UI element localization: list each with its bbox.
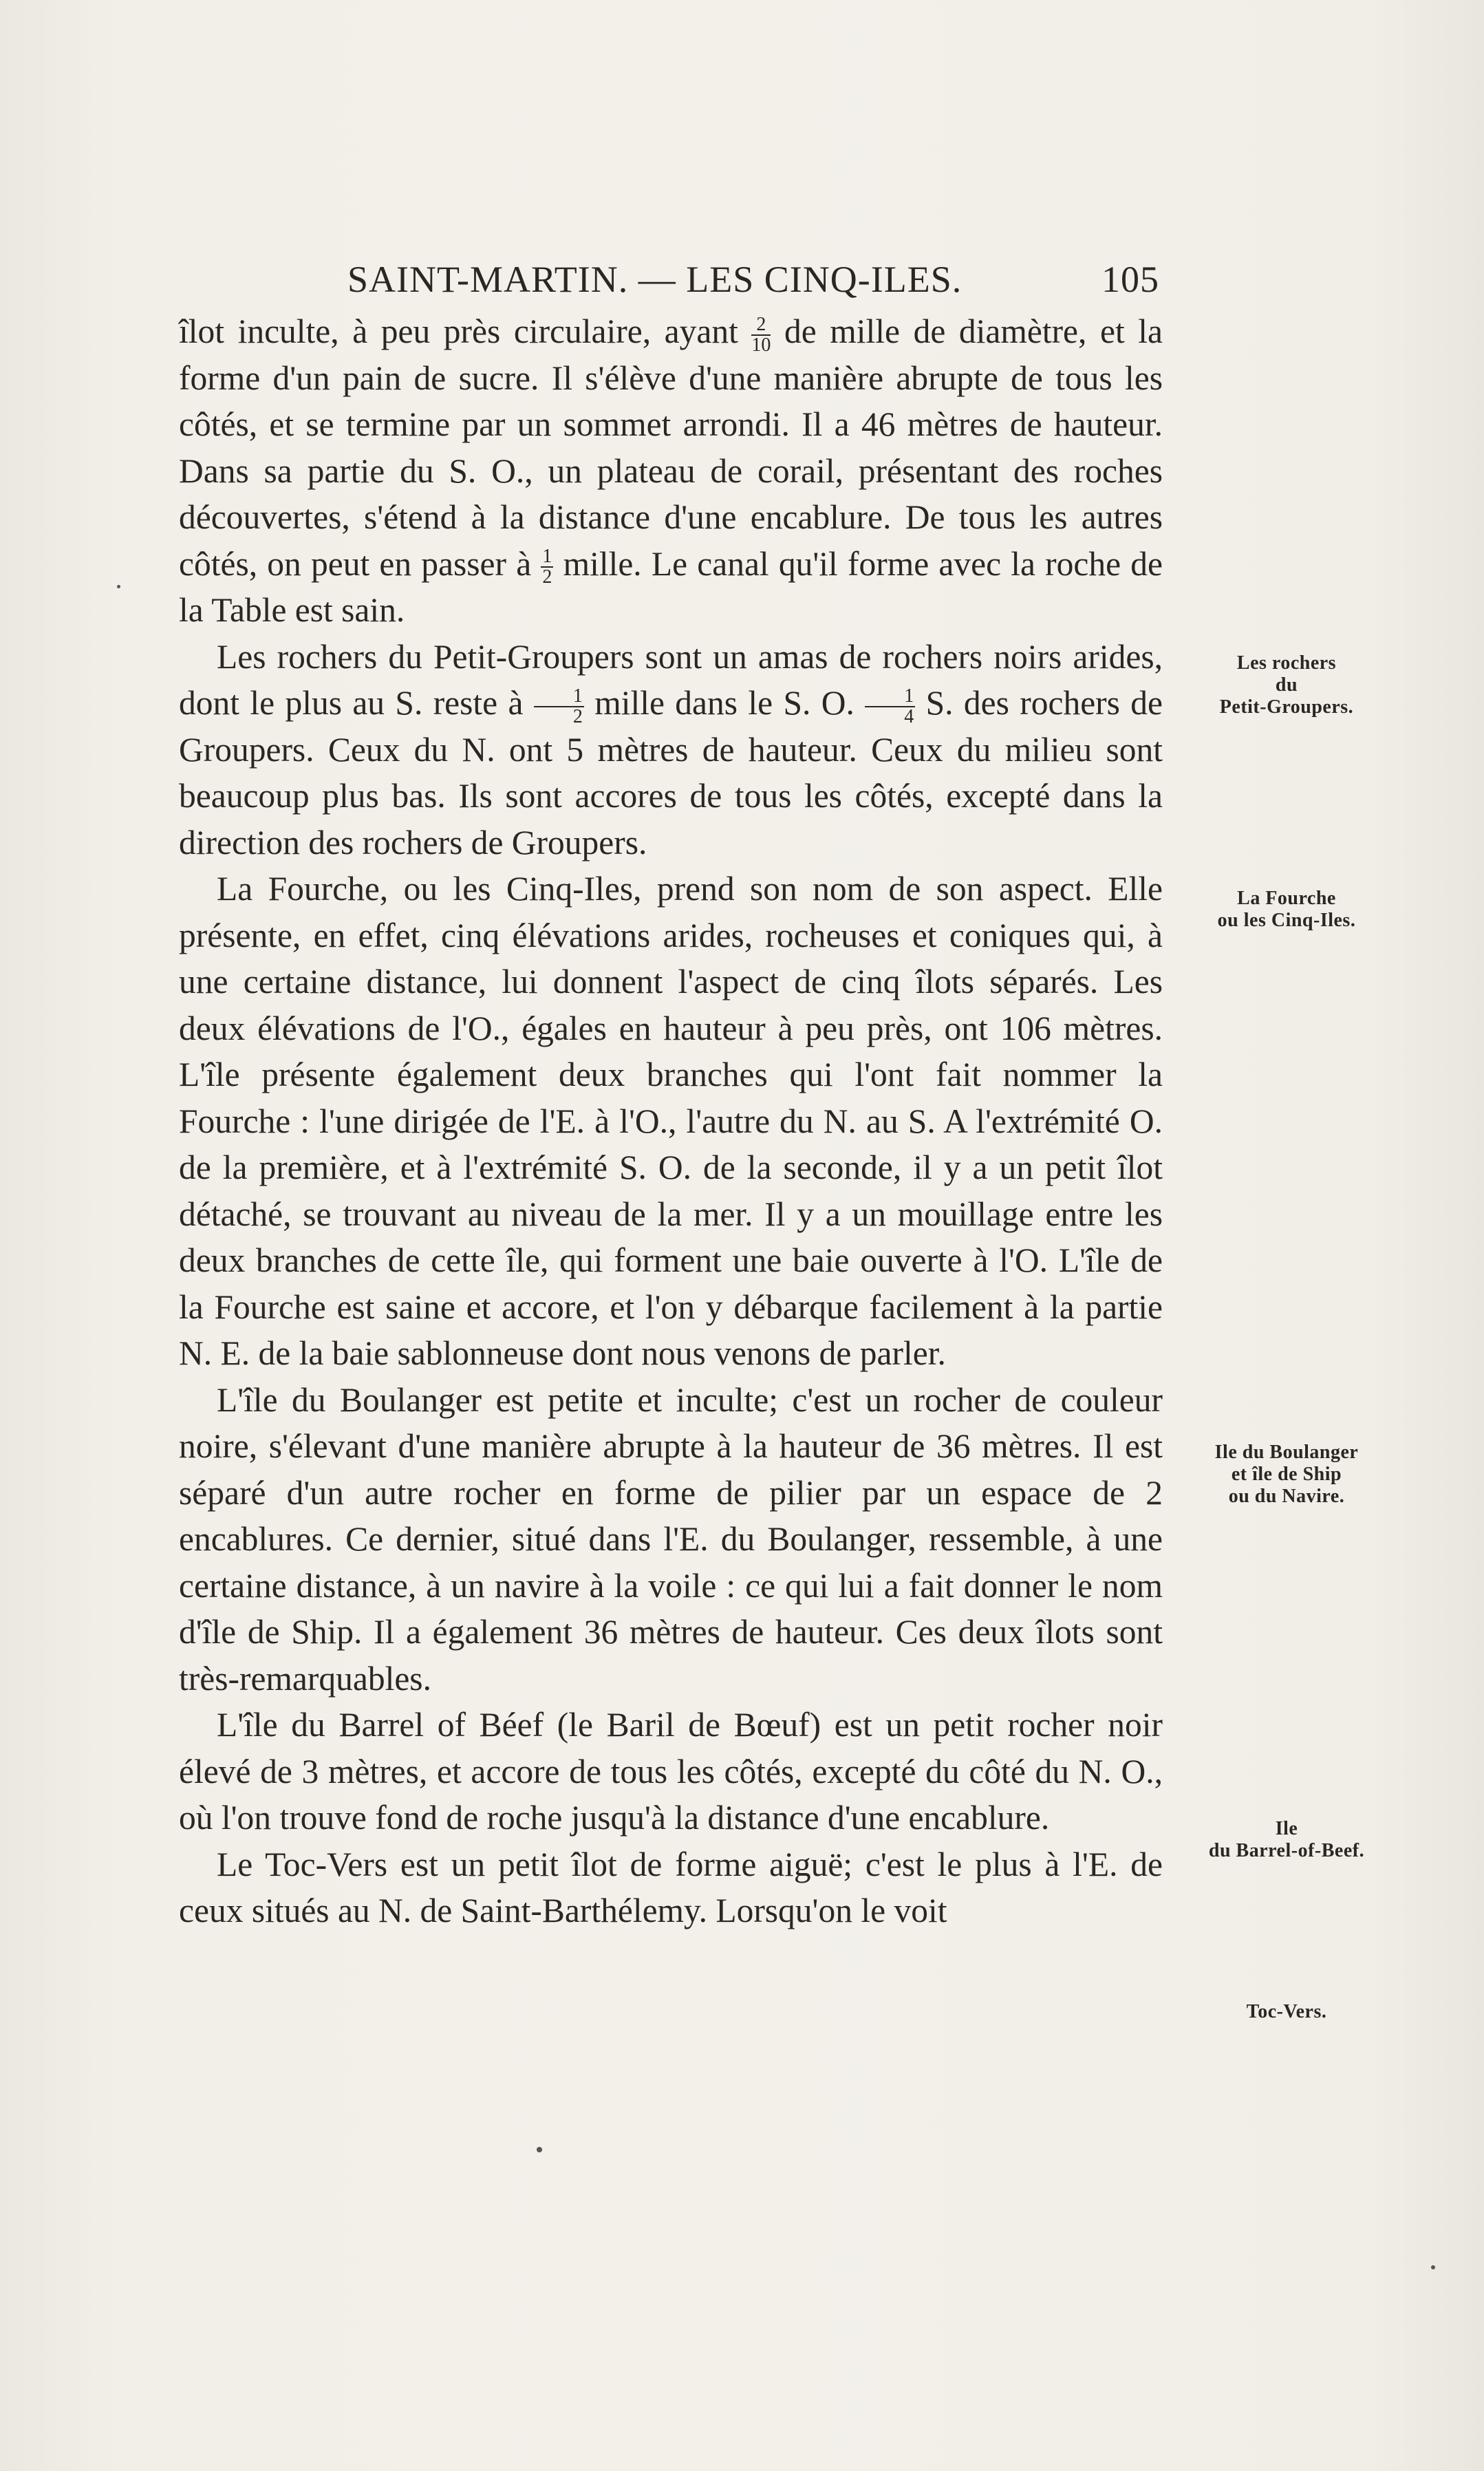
paragraph: L'île du Barrel of Béef (le Baril de Bœuf) est un petit rocher noir élevé de 3 mètres, et accore de tous les côtés, excepté du côté du N. O., où l'on trouve fond de roche jusqu'à la distance d'une encablure. — [179, 1706, 1163, 1837]
margin-note-boulanger — [1173, 1442, 1400, 1508]
margin-note-line: du Barrel-of-Beef. — [1208, 1840, 1365, 1861]
fraction-numerator: 1 — [865, 687, 915, 707]
fraction — [541, 547, 553, 587]
margin-note-line: ou du Navire. — [1228, 1486, 1345, 1507]
margin-note-line: ou les Cinq-Iles. — [1217, 910, 1356, 931]
running-header — [193, 251, 1170, 306]
fraction-denominator: 2 — [542, 566, 552, 588]
paragraph: Le Toc-Vers est un petit îlot de forme aiguë; c'est le plus à l'E. de ceux situés au N. de Saint-Barthélemy. Lorsqu'on le voit — [179, 1845, 1163, 1930]
fraction-numerator: 2 — [751, 315, 771, 336]
margin-note-petit-groupers — [1173, 652, 1400, 718]
fraction — [534, 687, 584, 727]
margin-note-line: Ile — [1275, 1818, 1298, 1839]
paragraph — [179, 634, 1163, 866]
ink-speck — [1431, 2265, 1435, 2269]
text-run: mille. Le canal qu'il forme avec la roche de la Table est sain. — [179, 544, 1163, 630]
margin-note-line: et île de Ship — [1231, 1464, 1342, 1485]
fraction — [751, 315, 771, 355]
fraction-denominator: 2 — [572, 705, 583, 727]
running-title: SAINT-MARTIN. — LES CINQ-ILES. — [347, 259, 963, 300]
paragraph: La Fourche, ou les Cinq-Iles, prend son nom de son aspect. Elle présente, en effet, cinq élévations arides, rocheuses et coniques qui, à une certaine distance, lui donnent l'aspect de cinq îlots séparés. Les deux élévations de l'O., égales en hauteur à peu près, ont 106 mètres. L'île présente également deux branches qui l'ont fait nommer la Fourche : l'une dirigée de l'E. à l'O., l'autre du N. au S. A l'extrémité O. de la première, et à l'extrémité S. O. de la seconde, il y a un petit îlot détaché, se trouvant au niveau de la mer. Il y a un mouillage entre les deux branches de cette île, qui forment une baie ouverte à l'O. L'île de la Fourche est saine et accore, et l'on y débarque facilement à la partie N. E. de la baie sablonneuse dont nous venons de parler. — [179, 870, 1163, 1373]
page-number: 105 — [1101, 259, 1159, 300]
margin-note-line: du — [1275, 674, 1298, 696]
margin-note-toc-vers — [1173, 2001, 1400, 2023]
margin-note-line: Les rochers — [1236, 652, 1337, 674]
text-run: de mille de diamètre, et la forme d'un pain de sucre. Il s'élève d'une manière abrupte de tous les côtés, et se termine par un sommet arrondi. Il a 46 mètres de hauteur. Dans sa partie du S. O., un plateau de corail, présentant des roches découvertes, s'étend à la distance d'une encablure. De tous les autres côtés, on peut en passer à — [179, 312, 1163, 583]
fraction-numerator: 1 — [542, 546, 552, 568]
margin-note-line: Ile du Boulanger — [1214, 1442, 1359, 1463]
fraction-denominator: 10 — [751, 334, 771, 356]
fraction-denominator: 4 — [904, 705, 914, 727]
ink-speck — [537, 2147, 542, 2152]
fraction — [865, 687, 915, 727]
margin-note-line: Toc-Vers. — [1246, 2001, 1327, 2022]
paragraph: L'île du Boulanger est petite et inculte; c'est un rocher de couleur noire, s'élevant d'une manière abrupte à la hauteur de 36 mètres. Il est séparé d'un autre rocher en forme de pilier par un espace de 2 encablures. Ce dernier, situé dans l'E. du Boulanger, ressemble, à une certaine distance, à un navire à la voile : ce qui lui a fait donner le nom d'île de Ship. Il a également 36 mètres de hauteur. Ces deux îlots sont très-remarquables. — [179, 1380, 1163, 1698]
fraction-numerator: 1 — [534, 687, 584, 707]
text-run: îlot inculte, à peu près circulaire, ayant — [179, 312, 752, 350]
margin-note-fourche — [1173, 888, 1400, 932]
body-text — [179, 308, 1163, 1934]
text-run: S. des rochers de Groupers. Ceux du N. ont 5 mètres de hauteur. Ceux du milieu sont beaucoup plus bas. Ils sont accores de tous les côtés, excepté dans la direction des rochers de Groupers. — [179, 684, 1163, 862]
paragraph — [179, 308, 1163, 634]
text-run: Les rochers du Petit-Groupers sont un amas de rochers noirs arides, dont le plus au S. reste à — [179, 637, 1163, 723]
margin-note-barrel — [1173, 1818, 1400, 1862]
margin-note-line: La Fourche — [1237, 888, 1336, 909]
ink-speck — [117, 585, 120, 588]
margin-note-line: Petit-Groupers. — [1219, 696, 1354, 718]
text-run: mille dans le S. O. — [583, 684, 865, 723]
